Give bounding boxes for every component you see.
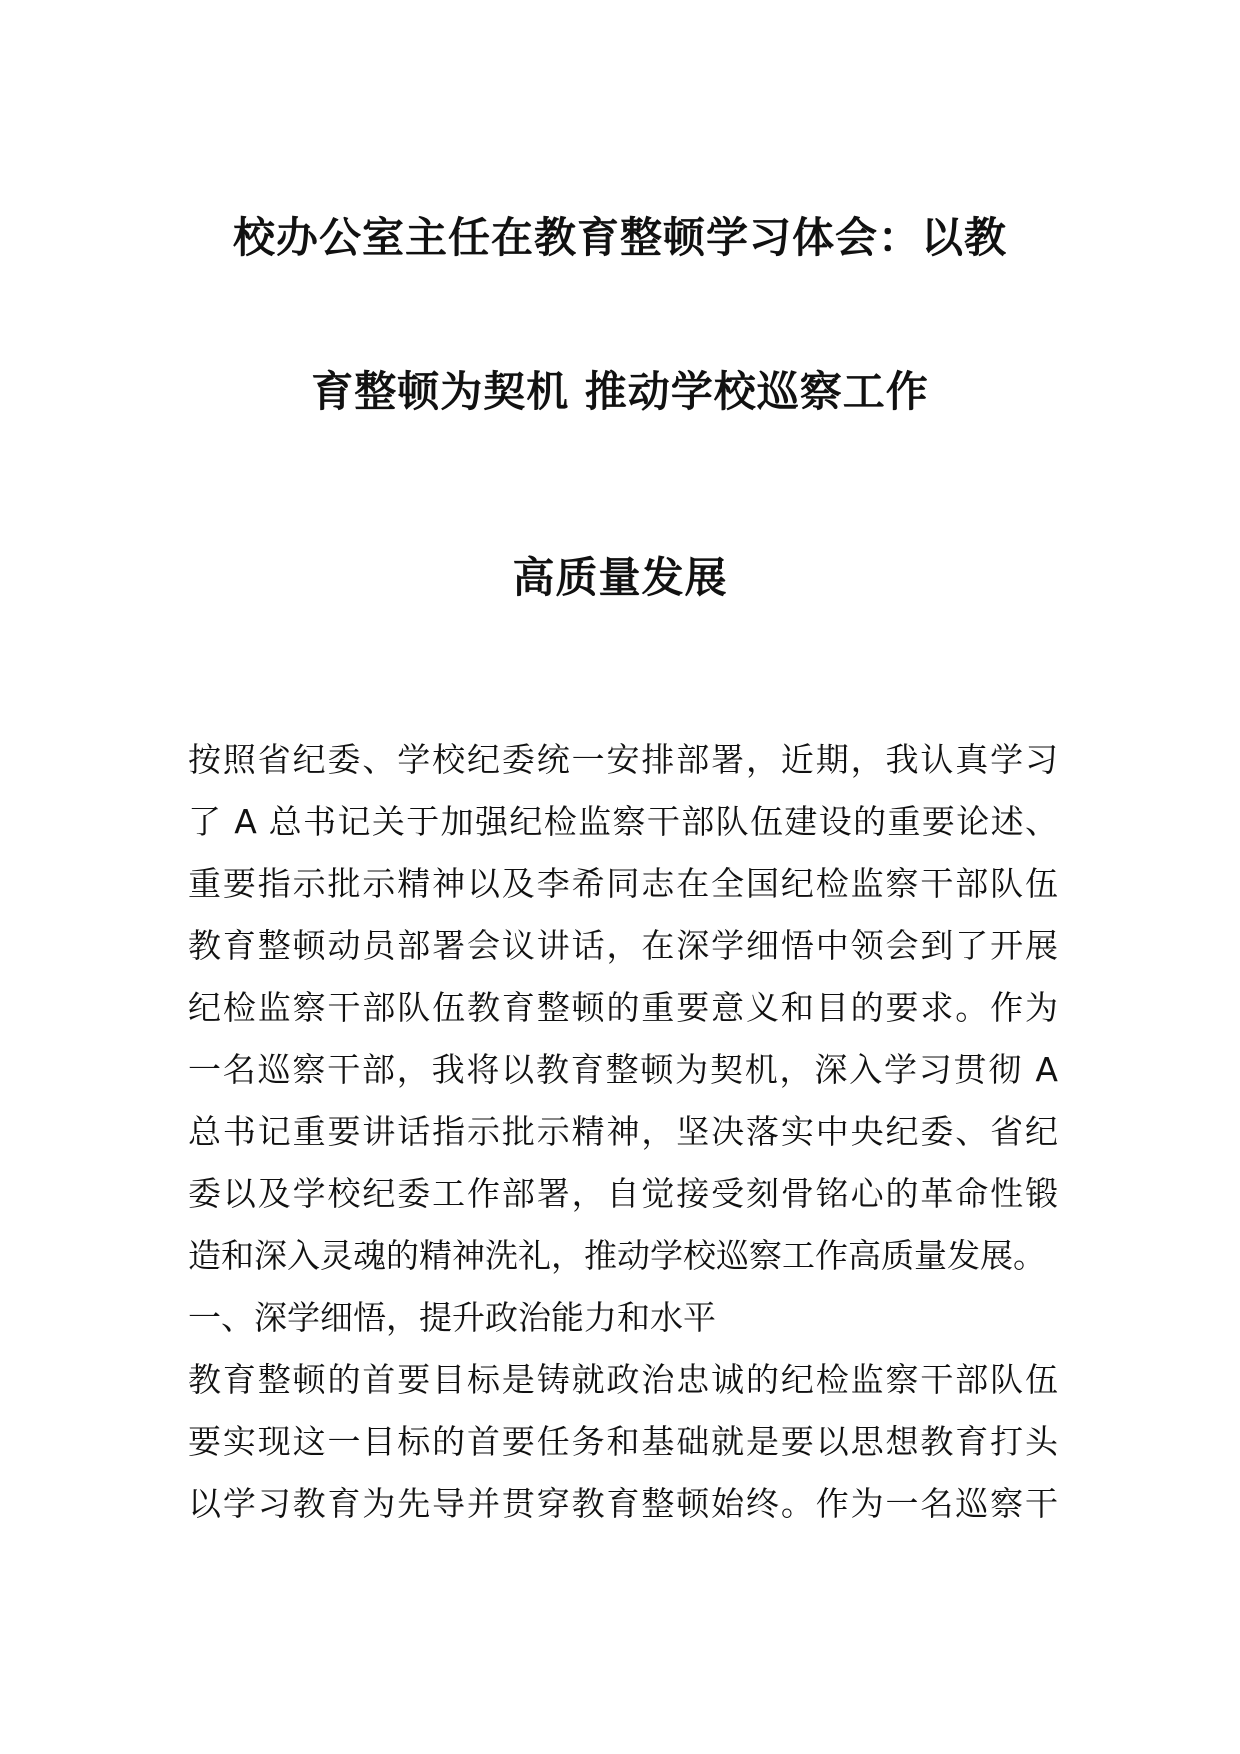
body-line-6: 一名巡察干部，我将以教育整顿为契机，深入学习贯彻 A bbox=[188, 1050, 1058, 1089]
body-line-8: 委以及学校纪委工作部署，自觉接受刻骨铭心的革命性锻 bbox=[188, 1174, 1058, 1213]
body-line-4: 教育整顿动员部署会议讲话，在深学细悟中领会到了开展 bbox=[188, 926, 1058, 965]
body-line-5: 纪检监察干部队伍教育整顿的重要意义和目的要求。作为 bbox=[188, 988, 1058, 1027]
title-line-1: 校办公室主任在教育整顿学习体会：以教 bbox=[232, 213, 1007, 262]
body-line-2: 了 A 总书记关于加强纪检监察干部队伍建设的重要论述、 bbox=[188, 802, 1058, 841]
body-line-7: 总书记重要讲话指示批示精神，坚决落实中央纪委、省纪 bbox=[188, 1112, 1058, 1151]
title-line-2: 育整顿为契机 推动学校巡察工作 bbox=[311, 367, 929, 416]
title-line-3: 高质量发展 bbox=[512, 553, 728, 602]
body-line-9: 造和深入灵魂的精神洗礼，推动学校巡察工作高质量发展。 bbox=[188, 1236, 1046, 1275]
body-line-11: 要实现这一目标的首要任务和基础就是要以思想教育打头 bbox=[188, 1422, 1058, 1461]
body-line-1: 按照省纪委、学校纪委统一安排部署，近期，我认真学习 bbox=[188, 740, 1058, 779]
section-heading-1: 一、深学细悟，提升政治能力和水平 bbox=[188, 1298, 716, 1337]
body-line-10: 教育整顿的首要目标是铸就政治忠诚的纪检监察干部队伍 bbox=[188, 1360, 1058, 1399]
body-line-3: 重要指示批示精神以及李希同志在全国纪检监察干部队伍 bbox=[188, 864, 1058, 903]
body-line-12: 以学习教育为先导并贯穿教育整顿始终。作为一名巡察干 bbox=[188, 1484, 1058, 1523]
